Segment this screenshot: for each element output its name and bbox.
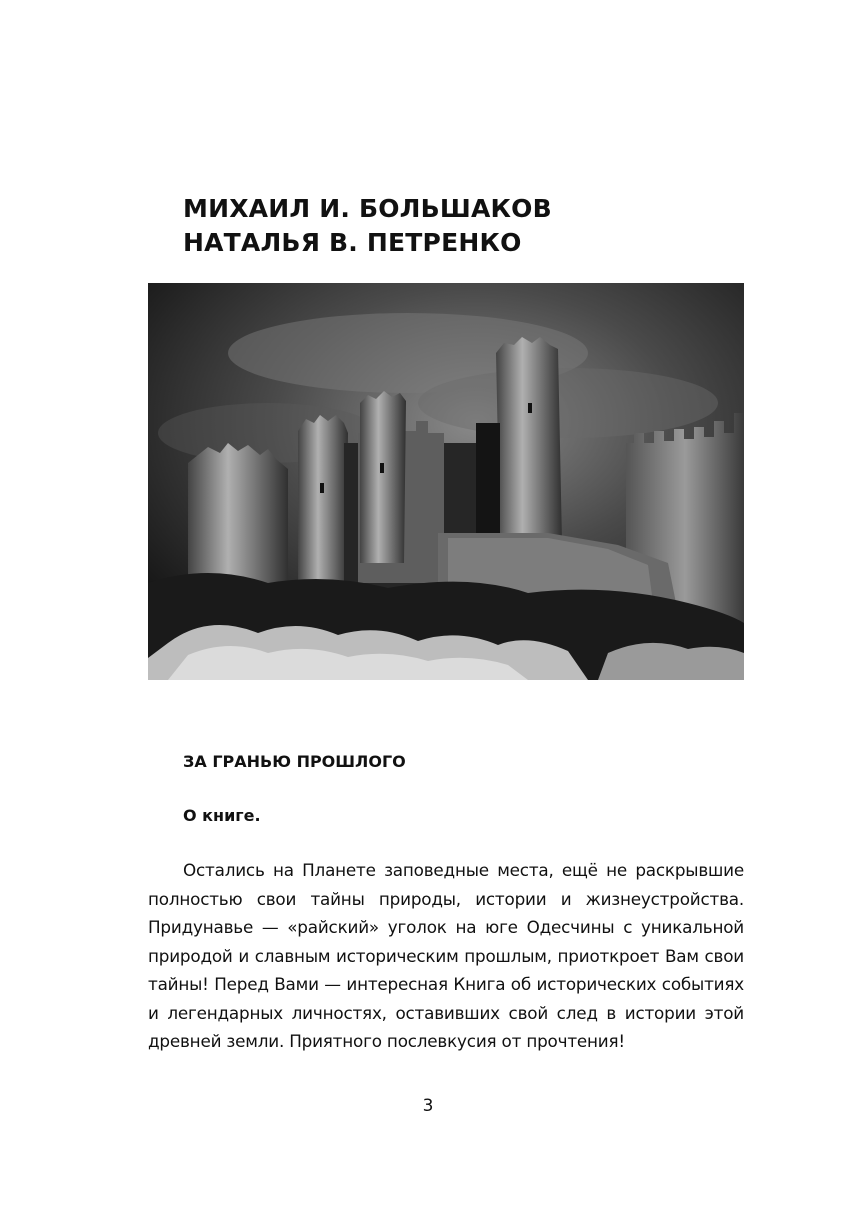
about-paragraph: Остались на Планете заповедные места, ещё не раскрывшие полностью свои тайны природы, истории и жизнеустройства. Придунавье — «райский» уголок на юге Одесчины с уникальной природой и славным историческим прошлым, приоткроет Вам свои тайны! Перед Вами — интересная Книга об исторических событиях и легендарных личностях, оставивших свой след в истории этой древней земли. Приятного послевкусия от прочтения! — [148, 860, 744, 1051]
authors-block — [183, 192, 783, 260]
castle-photo — [148, 283, 744, 680]
about-heading: О книге. — [183, 806, 261, 825]
author-1: МИХАИЛ И. БОЛЬШАКОВ — [183, 194, 552, 223]
page-number: 3 — [422, 1096, 434, 1116]
book-title: ЗА ГРАНЬЮ ПРОШЛОГО — [183, 752, 406, 771]
author-2: НАТАЛЬЯ В. ПЕТРЕНКО — [183, 228, 522, 257]
